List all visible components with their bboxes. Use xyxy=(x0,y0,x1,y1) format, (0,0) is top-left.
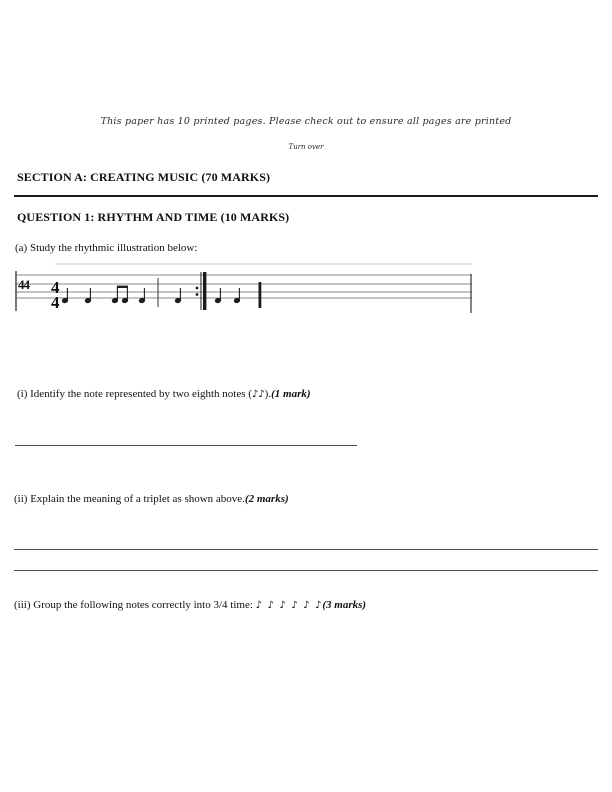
eighth-notes-glyphs: ♪ ♪ ♪ ♪ ♪ ♪ xyxy=(255,600,323,611)
corner-time-marking: 44 xyxy=(18,277,29,292)
time-signature-icon xyxy=(51,278,60,312)
section-divider-line xyxy=(14,195,598,197)
question-1-i-suffix: ). xyxy=(264,388,272,400)
time-signature-bottom: 4 xyxy=(51,293,60,312)
question-1-ii xyxy=(14,493,289,505)
question-1-ii-text: (ii) Explain the meaning of a triplet as shown above. xyxy=(14,493,245,505)
part-a-prompt: (a) Study the rhythmic illustration below: xyxy=(15,242,198,254)
printed-pages-notice: This paper has 10 printed pages. Please check out to ensure all pages are printed xyxy=(100,116,512,127)
turn-over-note: Turn over xyxy=(288,143,324,151)
music-staff xyxy=(13,258,475,316)
measure-2-notes xyxy=(175,272,240,310)
quarter-note-icon xyxy=(234,288,240,303)
answer-line xyxy=(14,570,598,571)
quarter-note-icon xyxy=(175,288,181,303)
end-repeat-sign-icon xyxy=(196,272,207,310)
quarter-note-icon xyxy=(62,288,68,303)
question-1-iii-text: (iii) Group the following notes correctly into 3/4 time: xyxy=(14,599,256,611)
answer-line xyxy=(14,549,598,550)
time-signature-top: 4 xyxy=(51,278,60,297)
quarter-note-icon xyxy=(215,288,221,303)
question-1-iii xyxy=(14,599,366,611)
section-a-heading: SECTION A: CREATING MUSIC (70 MARKS) xyxy=(17,170,271,184)
question-1-iii-marks: (3 marks) xyxy=(322,599,367,611)
rhythm-illustration xyxy=(13,258,475,316)
quarter-note-icon xyxy=(139,288,145,303)
eighth-notes-glyphs: ♪♪ xyxy=(251,389,265,400)
measure-1-notes xyxy=(62,286,145,304)
question-1-i xyxy=(17,388,311,400)
question-1-heading: QUESTION 1: RHYTHM AND TIME (10 MARKS) xyxy=(17,210,290,224)
question-1-i-text: (i) Identify the note represented by two eighth notes ( xyxy=(17,388,252,400)
question-1-i-marks: (1 mark) xyxy=(271,388,311,400)
beamed-eighth-notes-icon xyxy=(112,286,128,304)
answer-line xyxy=(15,445,357,446)
quarter-note-icon xyxy=(85,288,91,303)
question-1-ii-marks: (2 marks) xyxy=(244,493,289,505)
staff-lines xyxy=(15,275,472,298)
thick-barline xyxy=(259,282,262,308)
